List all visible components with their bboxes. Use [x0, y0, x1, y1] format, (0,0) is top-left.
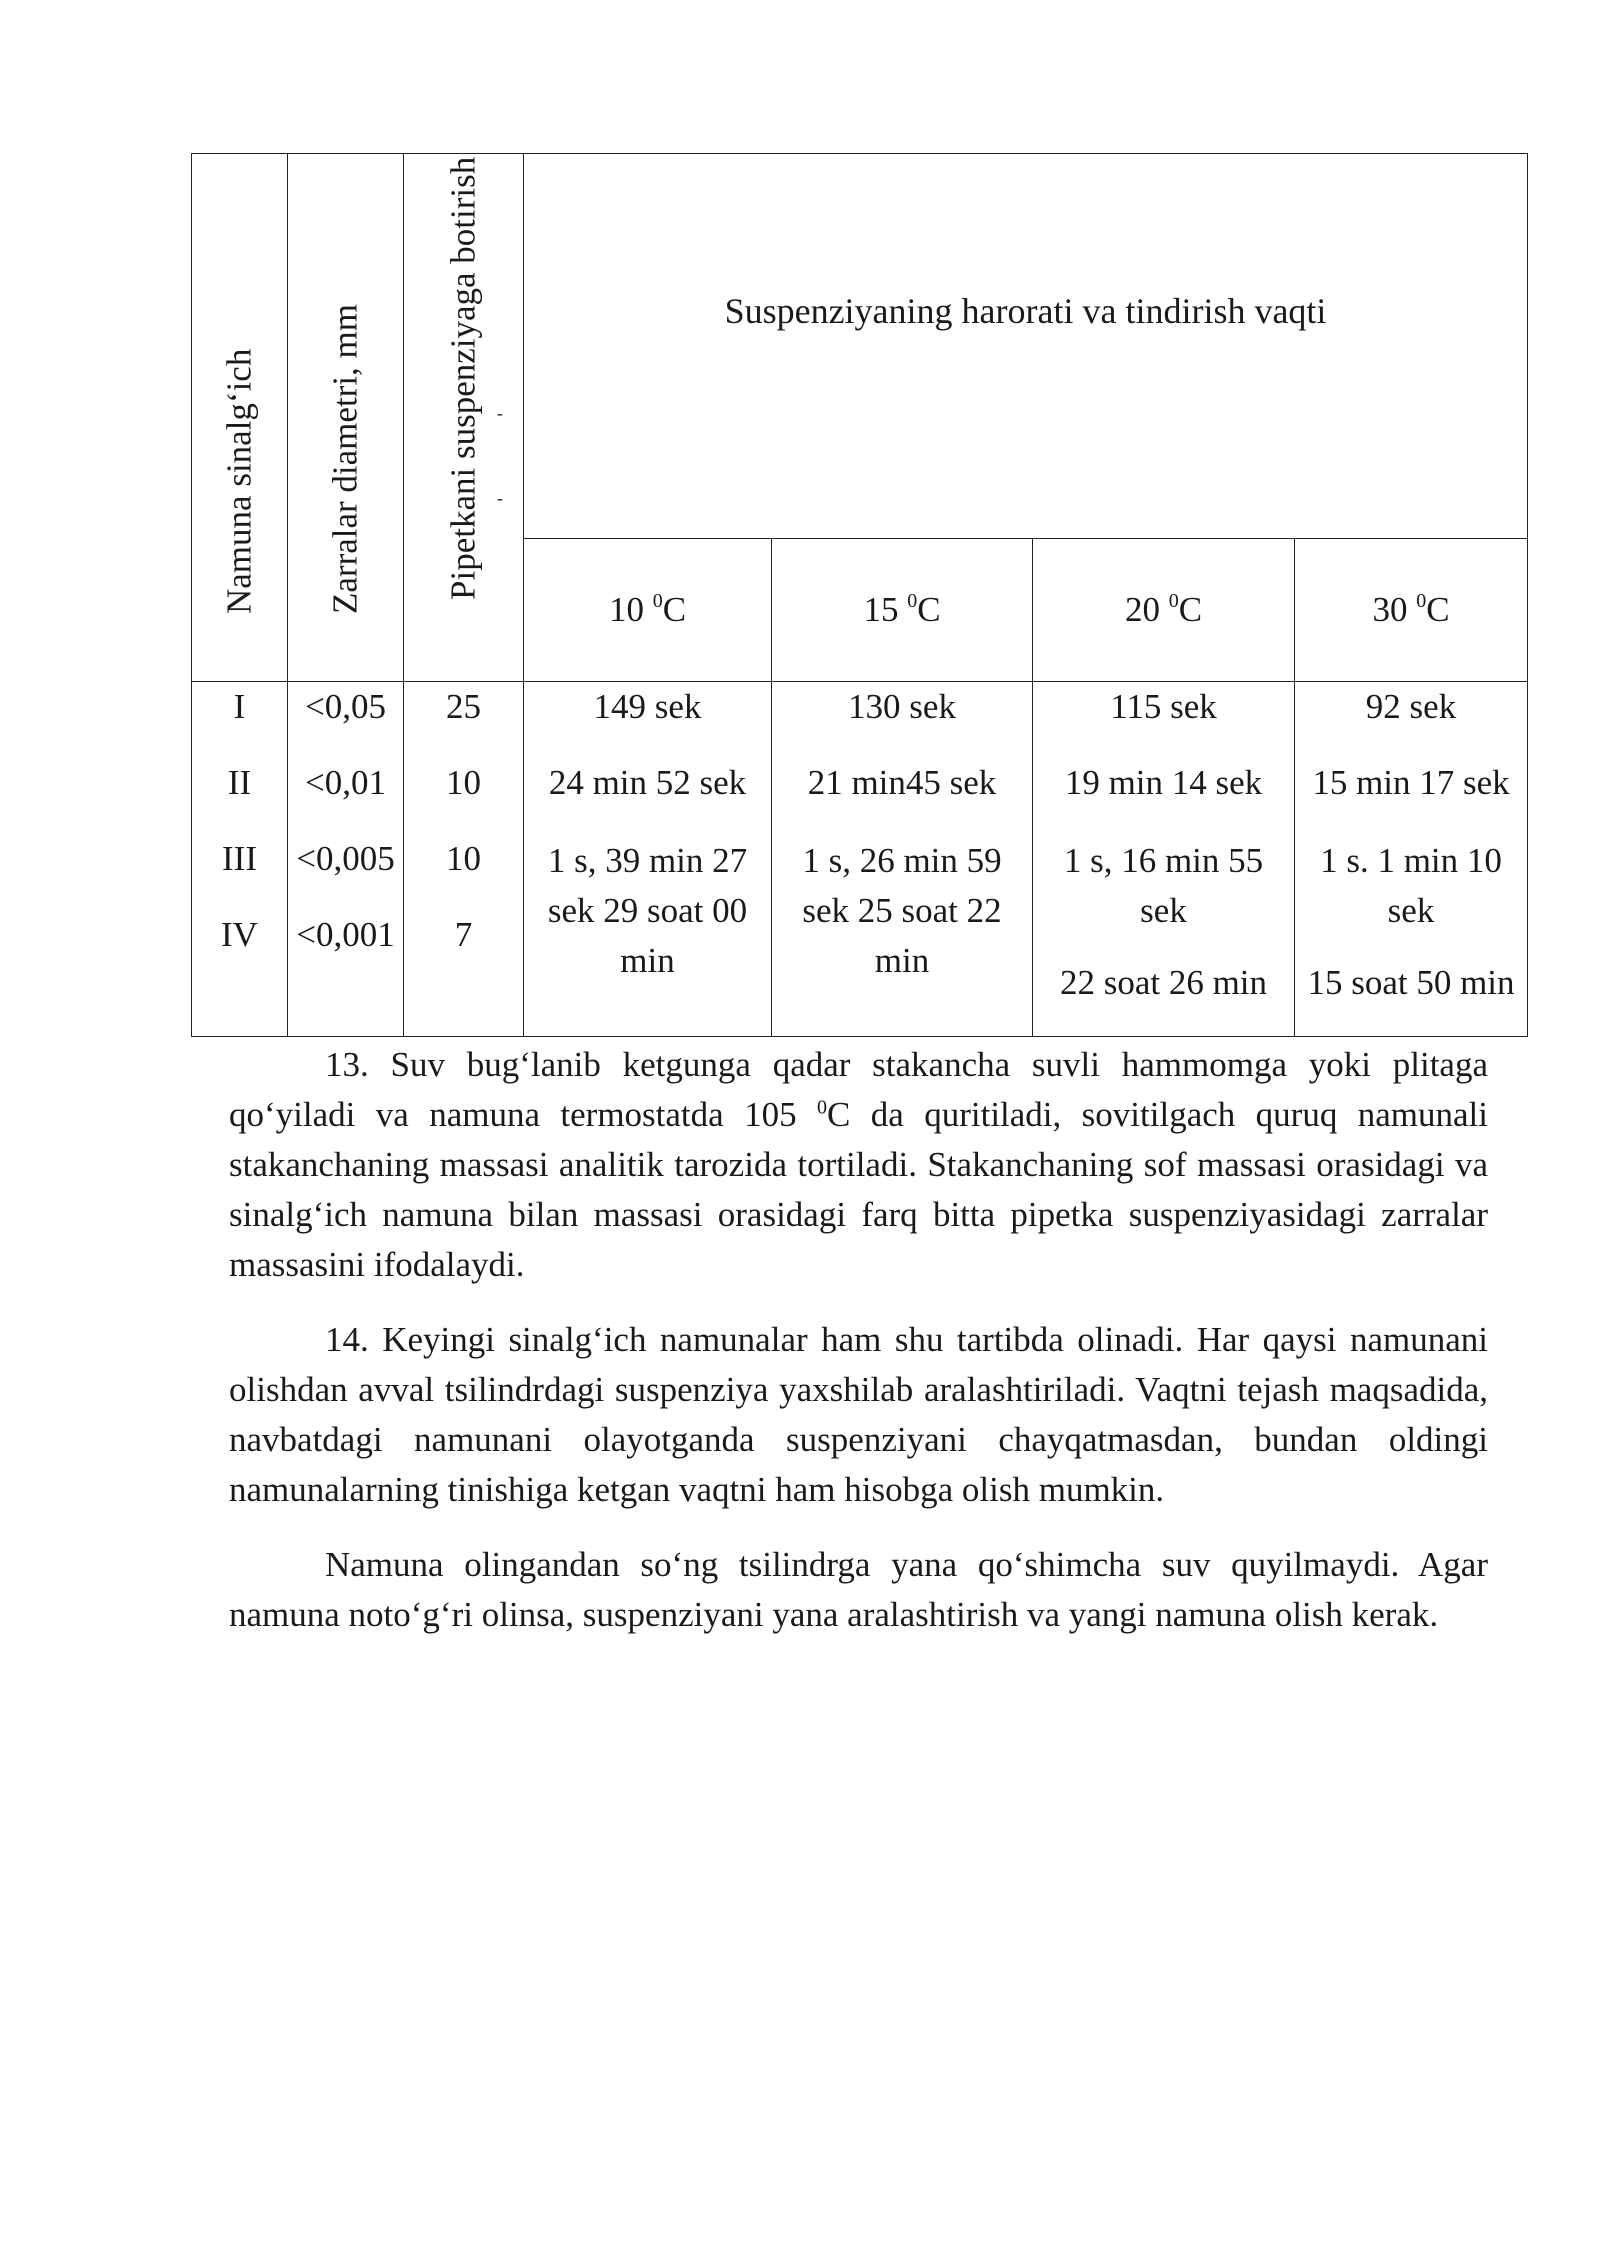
time-value: 1 s, 26 min 59 sek 25 soat 22 min: [802, 841, 1002, 980]
header-temp-15: 15 $^0$C: [772, 539, 1033, 682]
time-value: 130 sek: [848, 687, 956, 726]
diameter-value: <0,01: [305, 763, 386, 802]
column-diameter: [288, 682, 404, 1037]
time-value: 1 s. 1 min 10 sek: [1320, 841, 1502, 930]
header-temp-20: 20 $^0$C: [1033, 539, 1295, 682]
header-temp-30: 30 $^0$C: [1295, 539, 1528, 682]
time-value: 15 min 17 sek: [1312, 763, 1510, 802]
dash-mark: -: [496, 488, 503, 508]
column-temp-30: [1295, 682, 1528, 1037]
column-sample: [192, 682, 288, 1037]
header-pipette: [404, 154, 524, 682]
dash-mark: -: [496, 403, 503, 423]
time-value: 1 s, 16 min 55 sek: [1063, 841, 1264, 930]
time-value: 1 s, 39 min 27 sek 29 soat 00 min: [547, 841, 748, 980]
time-value: 24 min 52 sek: [548, 763, 747, 802]
column-temp-15: [772, 682, 1033, 1037]
paragraph-14: 14. Keyingi sinalg‘ich namunalar ham shu tartibda olinadi. Har qaysi namunani olishdan avval tsilindrdagi suspenziya yaxshilab aralashtiriladi. Vaqtni tejash maqsadida, navbatdagi namunani olayotganda suspenziyani chayqatmasdan, bundan oldingi namunalarning tinishiga ketgan vaqtni ham hisobga olish mumkin.: [229, 1320, 1488, 1509]
sample-id: IV: [221, 915, 258, 954]
column-temp-10: [524, 682, 772, 1037]
diameter-value: <0,005: [296, 839, 395, 878]
time-value: 21 min45 sek: [807, 763, 997, 802]
sample-id: II: [227, 763, 252, 802]
diameter-value: <0,001: [296, 915, 395, 954]
header-temp-10: 10 $^0$C: [524, 539, 772, 682]
header-sample-label: Namuna sinalg‘ich: [219, 348, 259, 615]
header-sample: [192, 154, 288, 682]
depth-value: 10: [446, 839, 481, 878]
time-value: 115 sek: [1110, 687, 1217, 726]
diameter-value: <0,05: [305, 687, 386, 726]
header-diameter: [288, 154, 404, 682]
sample-id: I: [233, 687, 246, 726]
header-diameter-label: Zarralar diametri, mm: [325, 304, 365, 615]
depth-value: 10: [446, 763, 481, 802]
time-value: 149 sek: [593, 687, 702, 726]
column-temp-20: [1033, 682, 1295, 1037]
header-temperature-group: Suspenziyaning harorati va tindirish vaqti: [524, 154, 1528, 539]
time-value: 22 soat 26 min: [1059, 963, 1268, 1002]
header-pipette-label: Pipetkani suspenziyaga botirish: [443, 156, 483, 601]
settling-time-table: [191, 153, 1528, 1037]
time-value: 19 min 14 sek: [1064, 763, 1263, 802]
depth-value: 7: [454, 915, 473, 954]
sample-id: III: [222, 839, 257, 878]
column-depth: [404, 682, 524, 1037]
paragraph-15: Namuna olingandan so‘ng tsilindrga yana qo‘shimcha suv quyilmaydi. Agar namuna noto‘g‘ri olinsa, suspenziyani yana aralashtirish va yangi namuna olish kerak.: [229, 1545, 1488, 1634]
time-value: 15 soat 50 min: [1307, 963, 1515, 1002]
depth-value: 25: [446, 687, 481, 726]
paragraph-13: 13. Suv bug‘lanib ketgunga qadar stakancha suvli hammomga yoki plitaga qo‘yiladi va namuna termostatda 105 $^0$C da quritiladi, sovitilgach quruq namunali stakanchaning massasi analitik tarozida tortiladi. Stakanchaning sof massasi orasidagi va sinalg‘ich namuna bilan massasi orasidagi farq bitta pipetka suspenziyasidagi zarralar massasini ifodalaydi.: [229, 1045, 1488, 1284]
time-value: 92 sek: [1365, 687, 1457, 726]
